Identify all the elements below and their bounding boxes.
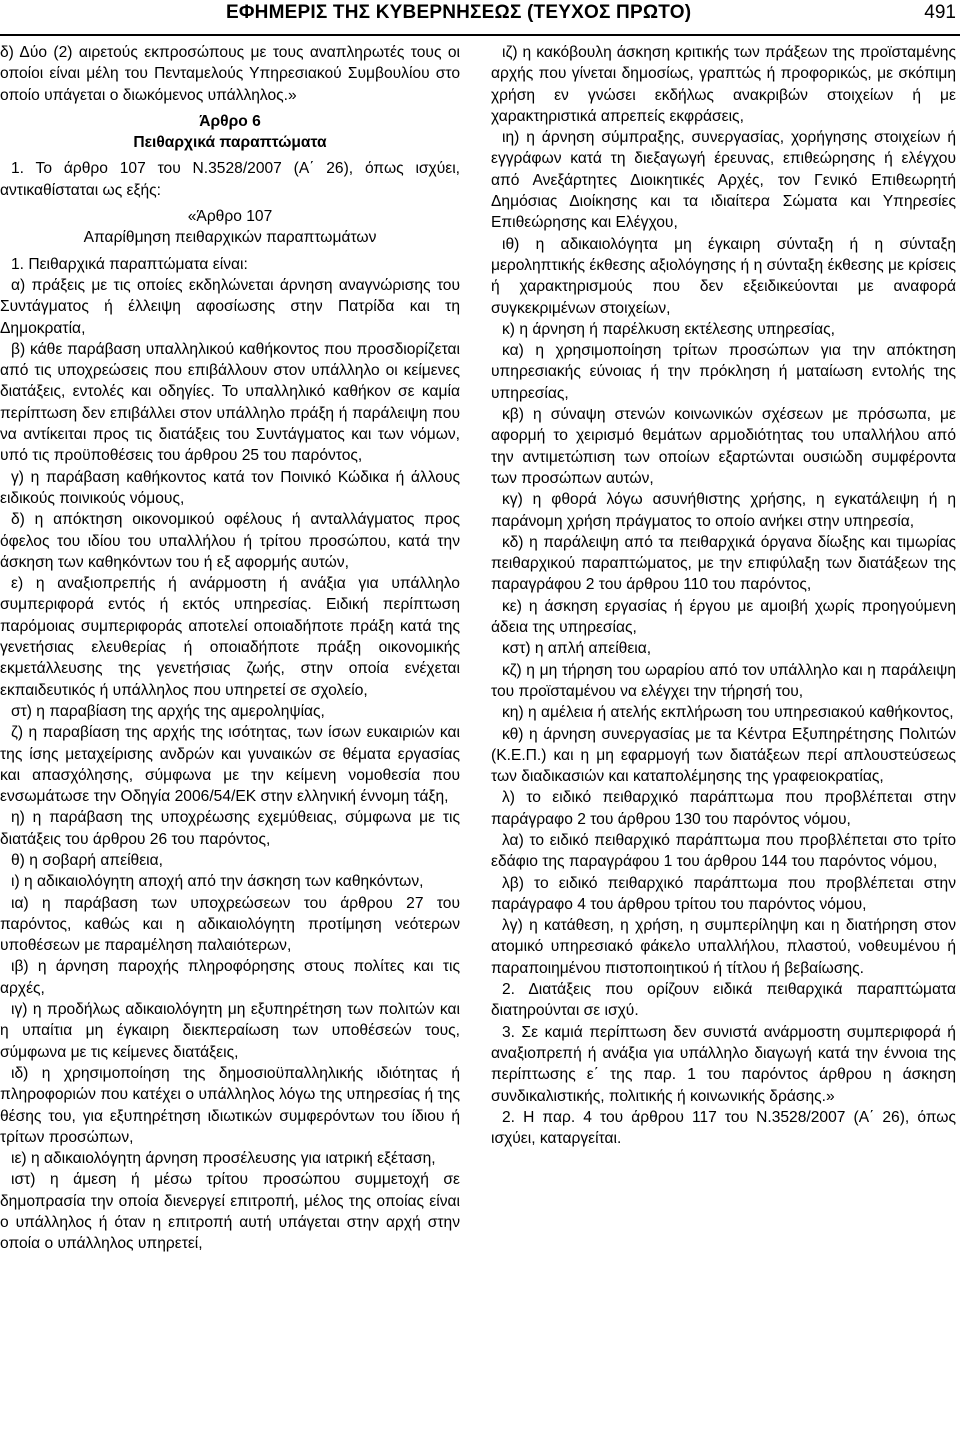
paragraph: ι) η αδικαιολόγητη αποχή από την άσκηση των καθηκόντων, bbox=[11, 873, 424, 891]
paragraph: λβ) το ειδικό πειθαρχικό παράπτωμα που προβλέπεται στην παράγραφο 4 του άρθρου τρίτου του παρόντος νόμου, bbox=[491, 874, 956, 913]
paragraph: κδ) η παράλειψη από τα πειθαρχικά όργανα δίωξης και τιμωρίας πειθαρχικού παραπτώματος, με την επιφύλαξη των διατάξεων της παραγράφου 2 του άρθρου 110 του παρόντος, bbox=[491, 533, 956, 594]
paragraph: κη) η αμέλεια ή ατελής εκπλήρωση του υπηρεσιακού καθήκοντος, bbox=[502, 704, 954, 722]
paragraph: κγ) η φθορά λόγω ασυνήθιστης χρήσης, η εγκατάλειψη ή η παράνομη χρήση πράγματος το οποίο ανήκει στην υπηρεσία, bbox=[491, 491, 956, 530]
paragraph: δ) Δύο (2) αιρετούς εκπροσώπους με τους αναπληρωτές τους οι οποίοι είναι μέλη του Πενταμελούς Υπηρεσιακού Συμβουλίου στο οποίο υπάγεται ο διωκόμενος υπάλληλος.» bbox=[0, 44, 460, 104]
left-column bbox=[0, 42, 460, 1255]
quoted-article-number: «Άρθρο 107 bbox=[187, 208, 273, 226]
paragraph: κβ) η σύναψη στενών κοινωνικών σχέσεων με πρόσωπα, με αφορμή το χειρισμό θεμάτων αρμοδιότητας του υπαλλήλου από την αντιμετώπιση των οποίων εξαρτώνται ουσιώδη συμφέροντα των προσώπων αυτών, bbox=[491, 406, 956, 487]
paragraph: ια) η παράβαση των υποχρεώσεων του άρθρου 27 του παρόντος, καθώς και η αδικαιολόγητη προτίμηση νεότερων υποθέσεων με παραμέληση παλαιότερων, bbox=[0, 894, 460, 955]
paragraph: ιε) η αδικαιολόγητη άρνηση προσέλευσης για ιατρική εξέταση, bbox=[11, 1150, 436, 1168]
paragraph: γ) η παράβαση καθήκοντος κατά τον Ποινικό Κώδικα ή άλλους ειδικούς ποινικούς νόμους, bbox=[0, 468, 460, 507]
article-number: Άρθρο 6 bbox=[199, 112, 261, 130]
paragraph: κστ) η απλή απείθεια, bbox=[502, 640, 652, 658]
paragraph: λ) το ειδικό πειθαρχικό παράπτωμα που προβλέπεται στην παράγραφο 2 του άρθρου 130 του παρόντος νόμου, bbox=[491, 789, 956, 828]
paragraph: ε) η αναξιοπρεπής ή ανάρμοστη ή ανάξια για υπάλληλο συμπεριφορά εντός ή εκτός υπηρεσίας. Ειδική περίπτωση παρόμοιας συμπεριφοράς αποτελεί οποιαδήποτε πράξη κατά της γενετήσιας ελευθερίας ή οποιαδήποτε πράξη οικονομικής εκμετάλλευσης της γενετήσιας ζωής, στην οποία ενέχεται εκπαιδευτικός ή υπάλληλος που υπηρετεί σε σχολείο, bbox=[0, 575, 460, 699]
page-header bbox=[0, 0, 960, 36]
gazette-title: ΕΦΗΜΕΡΙΣ ΤΗΣ ΚΥΒΕΡΝΗΣΕΩΣ (ΤΕΥΧΟΣ ΠΡΩΤΟ) bbox=[226, 2, 692, 23]
paragraph: ζ) η παραβίαση της αρχής της ισότητας, των ίσων ευκαιριών και της ίσης μεταχείρισης ανδρών και γυναικών σε θέματα εργασίας και απασχόλησης, σύμφωνα με την κείμενη νομοθεσία που ενσωμάτωσε την Οδηγία 2006/54/ΕΚ στην ελληνική έννομη τάξη, bbox=[0, 724, 460, 806]
page-number: 491 bbox=[924, 2, 956, 23]
paragraph: ιθ) η αδικαιολόγητα μη έγκαιρη σύνταξη ή η σύνταξη μεροληπτικής έκθεσης αξιολόγησης ή η σύνταξη έκθεσης με κρίσεις ή χαρακτηρισμούς που δεν εξειδικεύονται με αναφορά συγκεκριμένων στοιχείων, bbox=[491, 235, 956, 317]
paragraph: η) η παράβαση της υποχρέωσης εχεμύθειας, σύμφωνα με τις διατάξεις του άρθρου 26 του παρόντος, bbox=[0, 809, 460, 848]
paragraph: ιδ) η χρησιμοποίηση της δημοσιοϋπαλληλικής ιδιότητας ή πληροφοριών που κατέχει ο υπάλληλος λόγω της υπηρεσίας ή της θέσης του, για εξυπηρέτηση ιδιωτικών συμφερόντων του ίδιου ή τρίτων προσώπων, bbox=[0, 1064, 460, 1146]
paragraph: κζ) η μη τήρηση του ωραρίου από τον υπάλληλο και η παράλειψη του προϊσταμένου να ελέγχει την τήρησή του, bbox=[491, 661, 956, 700]
paragraph: κε) η άσκηση εργασίας ή έργου με αμοιβή χωρίς προηγούμενη άδεια της υπηρεσίας, bbox=[491, 597, 956, 637]
paragraph: δ) η απόκτηση οικονομικού οφέλους ή ανταλλάγματος προς όφελος του ιδίου του υπαλλήλου ή τρίτου προσώπου, κατά την άσκηση των καθηκόντων του ή εξ αφορμής αυτών, bbox=[0, 511, 460, 571]
paragraph: β) κάθε παράβαση υπαλληλικού καθήκοντος που προσδιορίζεται από τις υποχρεώσεις που επιβάλλουν στον υπάλληλο οι κείμενες διατάξεις, εντολές και οδηγίες. Το υπαλληλικό καθήκον σε καμία περίπτωση δεν επιβάλλει στον υπάλληλο πράξη ή παράλειψη που να αντίκειται προς τις διατάξεις του Συντάγματος και των νόμων, υπό τις προϋποθέσεις του άρθρου 25 του παρόντος, bbox=[0, 340, 460, 465]
paragraph: κα) η χρησιμοποίηση τρίτων προσώπων για την απόκτηση υπηρεσιακής εύνοιας ή την πρόκληση ή ματαίωση εντολής της υπηρεσίας, bbox=[491, 342, 956, 402]
paragraph: θ) η σοβαρή απείθεια, bbox=[11, 851, 163, 869]
paragraph: 2. Η παρ. 4 του άρθρου 117 του Ν.3528/2007 (Α΄ 26), όπως ισχύει, καταργείται. bbox=[491, 1108, 956, 1148]
paragraph: ιγ) η προδήλως αδικαιολόγητη μη εξυπηρέτηση των πολιτών και η υπαίτια μη έγκαιρη διεκπεραίωση των υποθέσεών τους, σύμφωνα με τις κείμενες διατάξεις, bbox=[0, 1001, 460, 1061]
right-column bbox=[491, 42, 956, 1149]
paragraph: ιζ) η κακόβουλη άσκηση κριτικής των πράξεων της προϊσταμένης αρχής που γίνεται δημοσίως, γραπτώς ή προφορικώς, με σκόπιμη χρήση εν γνώσει εκδήλως ανακριβών στοιχείων ή με χαρακτηριστικά απρεπείς εκφράσεις, bbox=[491, 44, 956, 125]
paragraph: α) πράξεις με τις οποίες εκδηλώνεται άρνηση αναγνώρισης του Συντάγματος ή έλλειψη αφοσίωσης στην Πατρίδα και τη Δημοκρατία, bbox=[0, 276, 460, 337]
paragraph: 2. Διατάξεις που ορίζουν ειδικά πειθαρχικά παραπτώματα διατηρούνται σε ισχύ. bbox=[491, 981, 956, 1020]
paragraph: 3. Σε καμιά περίπτωση δεν συνιστά ανάρμοστη συμπεριφορά ή αναξιοπρεπή ή ανάξια για υπάλληλο διαγωγή κατά την έννοια της περίπτωσης ε΄ της παρ. 1 του παρόντος άρθρου η άσκηση συνδικαλιστικής, πολιτικής ή κοινωνικής δράσης.» bbox=[491, 1023, 956, 1105]
paragraph: ιη) η άρνηση σύμπραξης, συνεργασίας, χορήγησης στοιχείων ή εγγράφων κατά τη διεξαγωγή έρευνας, επιθεώρησης ή ελέγχου από Ανεξάρτητες Διοικητικές Αρχές, τον Γενικό Επιθεωρητή Δημόσιας Διοίκησης και τα ιδιαίτερα Σώματα και Υπηρεσίες Επιθεώρησης και Ελέγχου, bbox=[491, 129, 956, 232]
paragraph: ιβ) η άρνηση παροχής πληροφόρησης στους πολίτες και τις αρχές, bbox=[0, 958, 460, 997]
paragraph: λα) το ειδικό πειθαρχικό παράπτωμα που προβλέπεται στο τρίτο εδάφιο της παραγράφου 1 του άρθρου 144 του παρόντος νόμου, bbox=[491, 831, 956, 871]
paragraph: κθ) η άρνηση συνεργασίας με τα Κέντρα Εξυπηρέτησης Πολιτών (Κ.Ε.Π.) και η μη εφαρμογή των διατάξεων περί απλουστεύσεως των διαδικασιών και καταπολέμησης της γραφειοκρατίας, bbox=[491, 725, 956, 786]
article-title: Πειθαρχικά παραπτώματα bbox=[133, 134, 327, 152]
quoted-article-title: Απαρίθμηση πειθαρχικών παραπτωμάτων bbox=[83, 229, 377, 247]
paragraph: ιστ) η άμεση ή μέσω τρίτου προσώπου συμμετοχή σε δημοπρασία την οποία διενεργεί επιτροπή, μέλος της οποίας είναι ο υπάλληλος ή όταν η επιτροπή αυτή υπάγεται στην αρχή στην οποία ο υπάλληλος υπηρετεί, bbox=[0, 1171, 460, 1253]
paragraph: 1. Το άρθρο 107 του Ν.3528/2007 (Α΄ 26), όπως ισχύει, αντικαθίσταται ως εξής: bbox=[0, 160, 460, 199]
paragraph: 1. Πειθαρχικά παραπτώματα είναι: bbox=[11, 255, 248, 273]
paragraph: κ) η άρνηση ή παρέλκυση εκτέλεσης υπηρεσίας, bbox=[502, 320, 835, 338]
paragraph: στ) η παραβίαση της αρχής της αμεροληψίας, bbox=[11, 702, 325, 720]
paragraph: λγ) η κατάθεση, η χρήση, η συμπερίληψη και η διατήρηση στον ατομικό υπηρεσιακό φάκελο υπαλλήλου, πλαστού, νοθευμένου ή παραποιημένου πιστοποιητικού ή τίτλου ή βεβαίωσης. bbox=[491, 917, 956, 977]
